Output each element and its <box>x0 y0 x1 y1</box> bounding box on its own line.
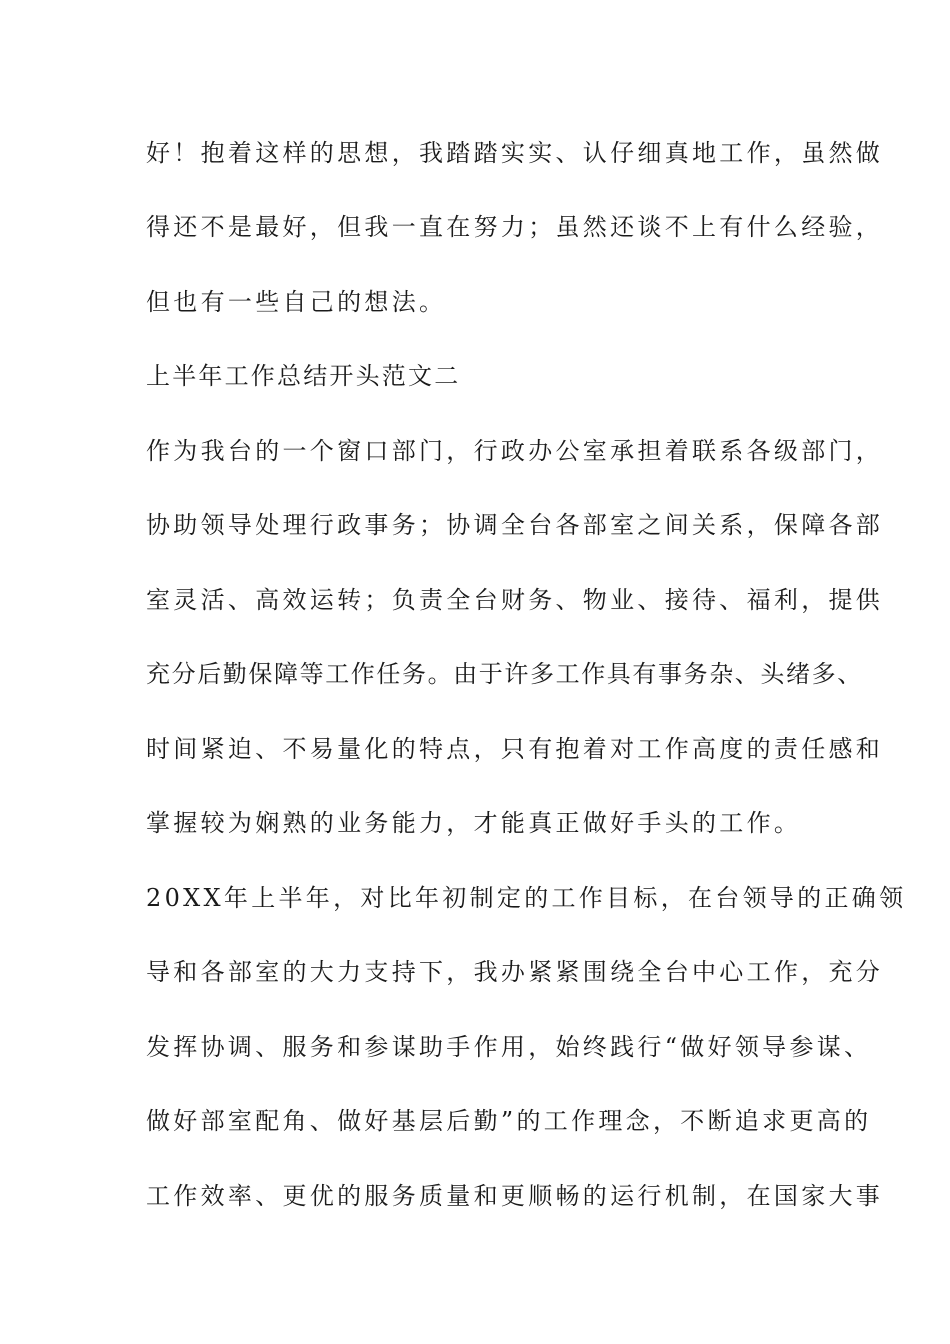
paragraph-line: 20XX年上半年，对比年初制定的工作目标，在台领导的正确领 <box>146 884 907 912</box>
paragraph-line: 做好部室配角、做好基层后勤”的工作理念，不断追求更高的 <box>146 1107 872 1135</box>
paragraph-line: 时间紧迫、不易量化的特点，只有抱着对工作高度的责任感和 <box>146 735 884 763</box>
paragraph-line: 导和各部室的大力支持下，我办紧紧围绕全台中心工作，充分 <box>146 958 884 986</box>
paragraph-line: 但也有一些自己的想法。 <box>146 288 447 316</box>
paragraph-line: 作为我台的一个窗口部门，行政办公室承担着联系各级部门， <box>146 437 884 465</box>
paragraph-line: 发挥协调、服务和参谋助手作用，始终践行“做好领导参谋、 <box>146 1033 872 1061</box>
paragraph-line: 室灵活、高效运转；负责全台财务、物业、接待、福利，提供 <box>146 586 884 614</box>
paragraph-line: 好！抱着这样的思想，我踏踏实实、认仔细真地工作，虽然做 <box>146 139 884 167</box>
paragraph-line: 掌握较为娴熟的业务能力，才能真正做好手头的工作。 <box>146 809 802 837</box>
paragraph-line: 工作效率、更优的服务质量和更顺畅的运行机制，在国家大事 <box>146 1182 884 1210</box>
paragraph-line: 协助领导处理行政事务；协调全台各部室之间关系，保障各部 <box>146 511 884 539</box>
paragraph-line: 充分后勤保障等工作任务。由于许多工作具有事务杂、头绪多、 <box>146 660 863 688</box>
section-heading: 上半年工作总结开头范文二 <box>146 362 461 390</box>
paragraph-line: 得还不是最好，但我一直在努力；虽然还谈不上有什么经验， <box>146 213 884 241</box>
